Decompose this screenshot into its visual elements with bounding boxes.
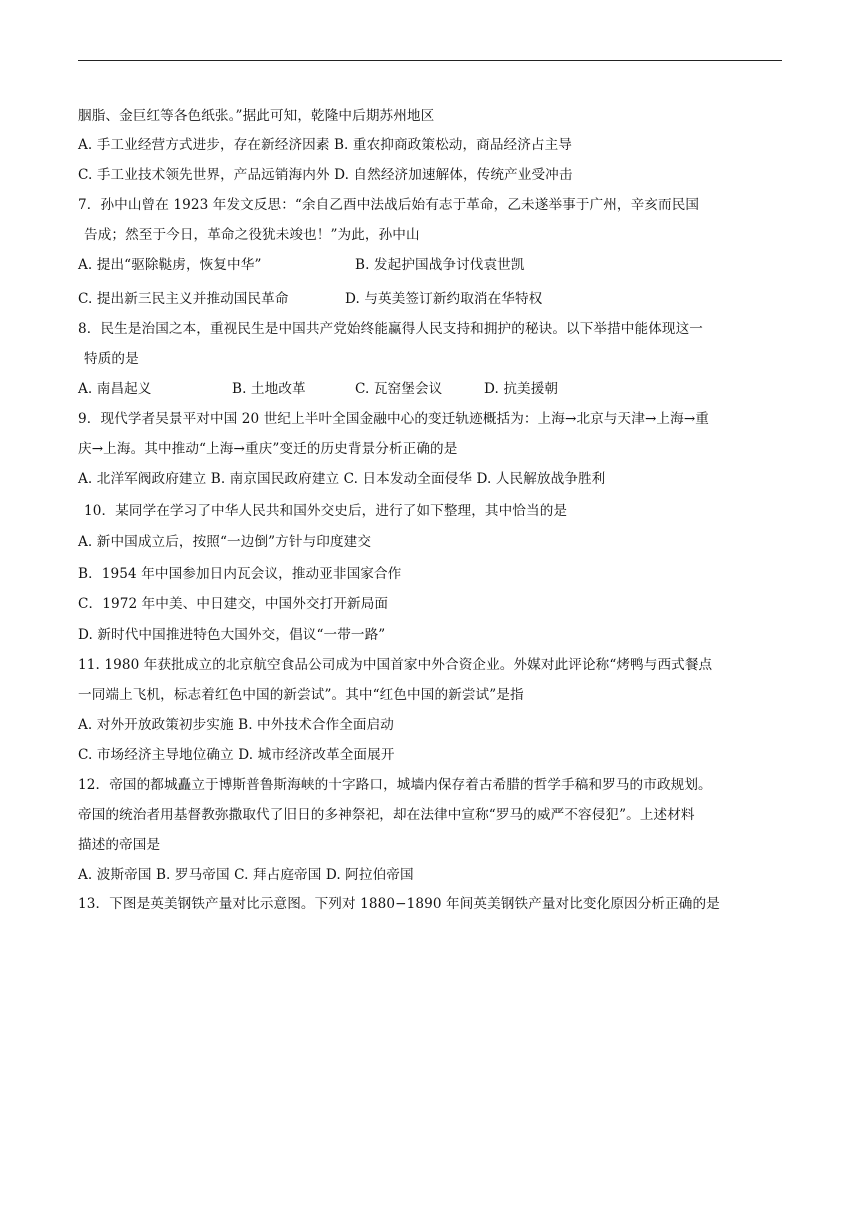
q6-options-row1: A. 手工业经营方式进步，存在新经济因素 B. 重农抑商政策松动，商品经济占主导 [78, 137, 573, 153]
q7-option-c: C. 提出新三民主义并推动国民革命 [78, 291, 289, 307]
q10-option-d: D. 新时代中国推进特色大国外交，倡议“一带一路” [78, 627, 386, 643]
q8-option-a: A. 南昌起义 [78, 381, 152, 397]
q7-option-b: B. 发起护国战争讨伐袁世凯 [355, 257, 525, 273]
q10-option-c: C．1972 年中美、中日建交，中国外交打开新局面 [78, 596, 389, 612]
q6-stem-end: 胭脂、金巨红等各色纸张。”据此可知，乾隆中后期苏州地区 [78, 108, 435, 124]
q12-stem-line3: 描述的帝国是 [78, 837, 161, 853]
q11-stem-line1: 11. 1980 年获批成立的北京航空食品公司成为中国首家中外合资企业。外媒对此评论称“烤鸭与西式餐点 [78, 657, 713, 673]
q8-stem-line1: 8．民生是治国之本，重视民生是中国共产党始终能赢得人民支持和拥护的秘诀。以下举措中能体现这一 [78, 321, 703, 337]
q12-stem-line1: 12．帝国的都城矗立于博斯普鲁斯海峡的十字路口，城墙内保存着古希腊的哲学手稿和罗马的市政规划。 [78, 777, 712, 793]
q9-stem-line2: 庆→上海。其中推动“上海→重庆”变迁的历史背景分析正确的是 [78, 441, 458, 457]
q9-options: A. 北洋军阀政府建立 B. 南京国民政府建立 C. 日本发动全面侵华 D. 人民解放战争胜利 [78, 471, 606, 487]
q6-options-row2: C. 手工业技术领先世界，产品远销海内外 D. 自然经济加速解体，传统产业受冲击 [78, 167, 573, 183]
q13-stem: 13．下图是英美钢铁产量对比示意图。下列对 1880−1890 年间英美钢铁产量对比变化原因分析正确的是 [78, 896, 720, 912]
q8-option-b: B. 土地改革 [232, 381, 306, 397]
q11-options-row2: C. 市场经济主导地位确立 D. 城市经济改革全面展开 [78, 747, 395, 763]
q7-option-d: D. 与英美签订新约取消在华特权 [345, 291, 543, 307]
header-rule [78, 60, 782, 61]
q7-stem-line2: 告成；然至于今日，革命之役犹未竣也！”为此，孙中山 [84, 227, 420, 243]
q8-stem-line2: 特质的是 [84, 351, 139, 367]
q10-stem: 10．某同学在学习了中华人民共和国外交史后，进行了如下整理，其中恰当的是 [84, 503, 568, 519]
q11-options-row1: A. 对外开放政策初步实施 B. 中外技术合作全面启动 [78, 717, 394, 733]
q8-option-d: D. 抗美援朝 [484, 381, 559, 397]
q11-stem-line2: 一同端上飞机，标志着红色中国的新尝试”。其中“红色中国的新尝试”是指 [78, 687, 524, 703]
q12-options: A. 波斯帝国 B. 罗马帝国 C. 拜占庭帝国 D. 阿拉伯帝国 [78, 867, 414, 883]
q9-stem-line1: 9．现代学者吴景平对中国 20 世纪上半叶全国金融中心的变迁轨迹概括为：上海→北京与天津→上海→重 [78, 411, 709, 427]
q10-option-b: B．1954 年中国参加日内瓦会议，推动亚非国家合作 [78, 566, 402, 582]
q12-stem-line2: 帝国的统治者用基督教弥撒取代了旧日的多神祭祀，却在法律中宣称“罗马的威严不容侵犯”。上述材料 [78, 807, 695, 823]
q7-option-a: A. 提出“驱除鞑虏，恢复中华” [78, 257, 262, 273]
q7-stem-line1: 7．孙中山曾在 1923 年发文反思：“余自乙酉中法战后始有志于革命，乙未遂举事于广州，辛亥而民国 [78, 197, 700, 213]
q10-option-a: A. 新中国成立后，按照“一边倒”方针与印度建交 [78, 534, 372, 550]
q8-option-c: C. 瓦窑堡会议 [355, 381, 443, 397]
